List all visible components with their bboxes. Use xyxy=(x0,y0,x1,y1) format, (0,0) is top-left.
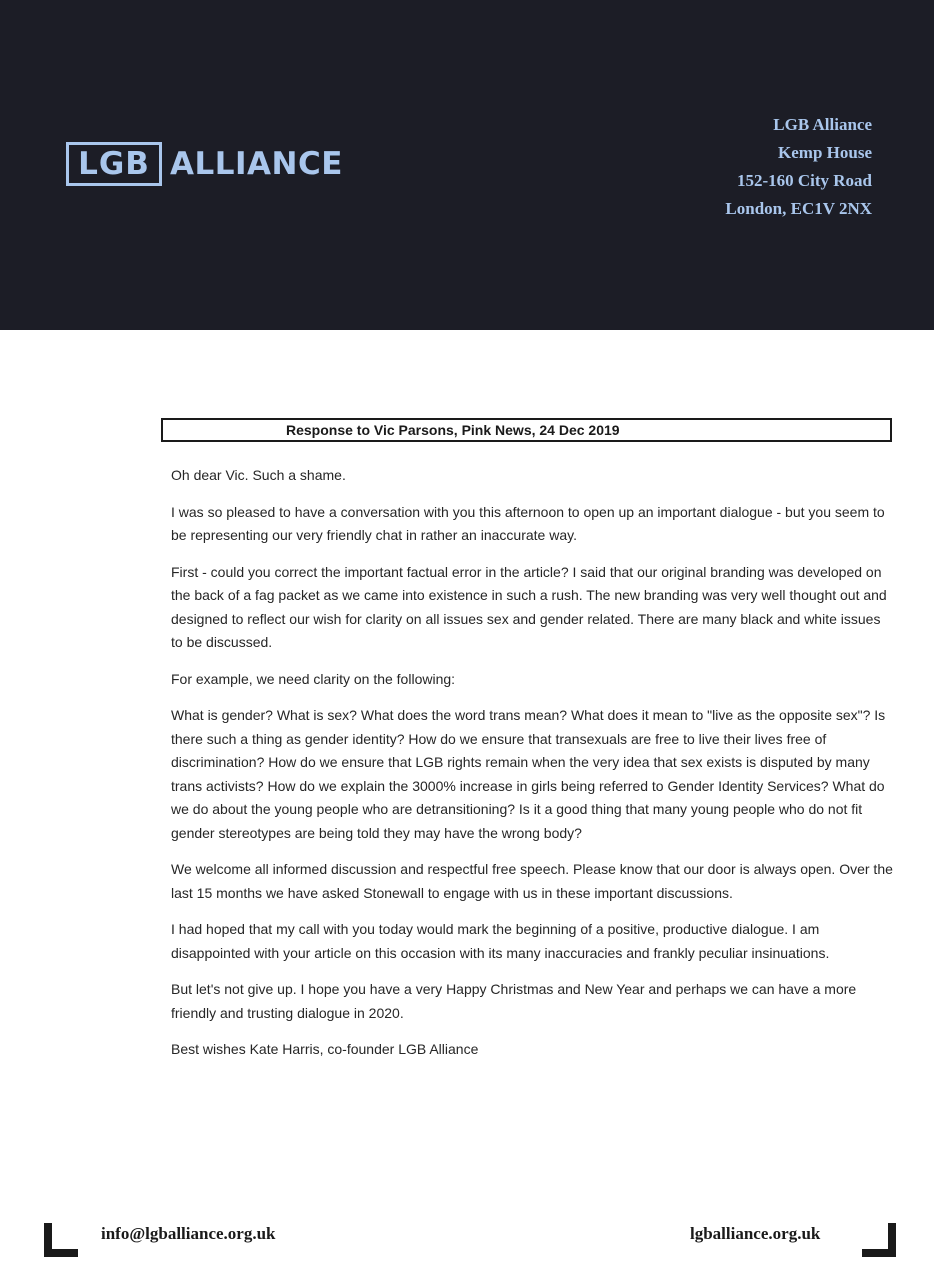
corner-bracket-left xyxy=(44,1223,78,1257)
paragraph: I had hoped that my call with you today would mark the beginning of a positive, productive dialogue. I am disappointed with your article on this occasion with its many inaccuracies and frankly peculiar insinuations. xyxy=(171,921,830,961)
logo-box xyxy=(66,142,162,186)
logo-word: ALLIANCE xyxy=(170,145,343,182)
lgb-alliance-logo xyxy=(66,139,343,189)
paragraph: We welcome all informed discussion and respectful free speech. Please know that our door is always open. Over the last 15 months we have asked Stonewall to engage with us in these important discussions. xyxy=(171,861,893,901)
footer-email: info@lgballiance.org.uk xyxy=(101,1224,276,1243)
paragraph: I was so pleased to have a conversation with you this afternoon to open up an important dialogue - but you seem to be representing our very friendly chat in rather an inaccurate way. xyxy=(171,503,885,543)
footer-website: lgballiance.org.uk xyxy=(690,1224,821,1243)
sender-address xyxy=(725,112,872,224)
address-line: Kemp House xyxy=(778,143,872,162)
paragraph: What is gender? What is sex? What does the word trans mean? What does it mean to "live as the opposite sex"? Is there such a thing as gender identity? How do we ensure that transexuals are free to live their lives free of discrimination? How do we ensure that LGB rights remain when the very idea that sex exists is disputed by many trans activists? How do we explain the 3000% increase in girls being referred to Gender Identity Services? What do we do about the young people who are detransitioning? Is it a good thing that many young people who do not fit gender stereotypes are being told they may have the wrong body? xyxy=(171,707,886,841)
corner-bracket-right xyxy=(862,1223,896,1257)
paragraph: But let's not give up. I hope you have a very Happy Christmas and New Year and perhaps we can have a more friendly and trusting dialogue in 2020. xyxy=(171,981,857,1021)
address-line: 152-160 City Road xyxy=(736,171,872,190)
paragraph-greeting: Oh dear Vic. Such a shame. xyxy=(171,467,346,483)
signature-line: Best wishes Kate Harris, co-founder LGB Alliance xyxy=(171,1041,479,1057)
address-line: London, EC1V 2NX xyxy=(725,199,872,218)
paragraph: For example, we need clarity on the following: xyxy=(171,670,456,687)
letterhead-header xyxy=(0,0,934,330)
address-line: LGB Alliance xyxy=(773,115,872,134)
paragraph: First - could you correct the important factual error in the article? I said that our original branding was developed on the back of a fag packet as we came into existence in such a rush. The new branding was very well thought out and designed to reflect our wish for clarity on all issues sex and gender related. There are many black and white issues to be discussed. xyxy=(171,563,887,650)
letter-body xyxy=(171,464,893,1075)
logo-boxed-text: LGB xyxy=(78,145,150,182)
subject-line: Response to Vic Parsons, Pink News, 24 Dec 2019 xyxy=(286,422,620,438)
subject-box xyxy=(161,418,892,442)
